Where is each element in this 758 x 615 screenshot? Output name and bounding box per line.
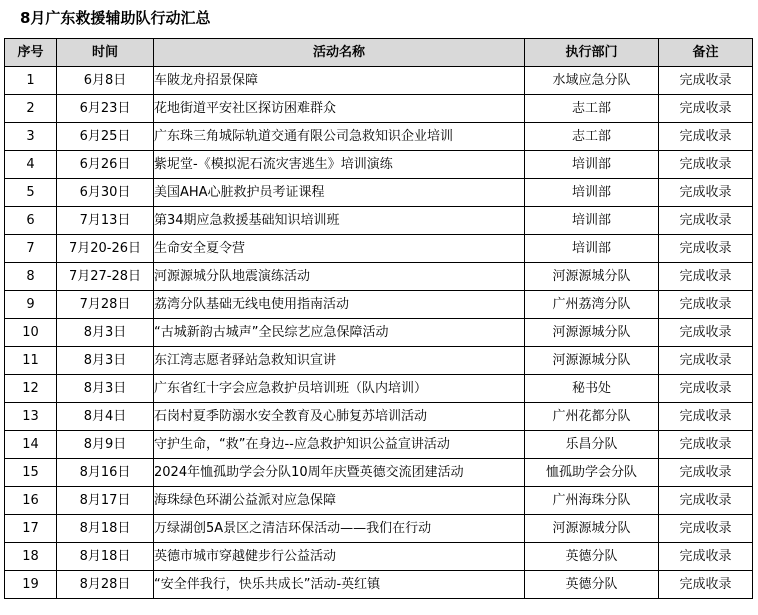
cell-department: 培训部 (525, 179, 659, 207)
cell-note: 完成收录 (659, 151, 753, 179)
cell-no: 1 (5, 67, 57, 95)
cell-note: 完成收录 (659, 67, 753, 95)
cell-no: 9 (5, 291, 57, 319)
cell-activity-name: 花地街道平安社区探访困难群众 (154, 95, 525, 123)
cell-activity-name: 紫坭堂-《模拟泥石流灾害逃生》培训演练 (154, 151, 525, 179)
cell-activity-name: 美国AHA心脏救护员考证课程 (154, 179, 525, 207)
cell-no: 8 (5, 263, 57, 291)
cell-date: 8月16日 (57, 459, 154, 487)
cell-activity-name: 东江湾志愿者驿站急救知识宣讲 (154, 347, 525, 375)
cell-no: 18 (5, 543, 57, 571)
cell-department: 广州花都分队 (525, 403, 659, 431)
table-body (5, 67, 753, 599)
cell-date: 7月28日 (57, 291, 154, 319)
table-header-row (5, 39, 753, 67)
table-row (5, 263, 753, 291)
activity-table (4, 38, 753, 599)
cell-no: 12 (5, 375, 57, 403)
cell-department: 广州海珠分队 (525, 487, 659, 515)
cell-activity-name: 第34期应急救援基础知识培训班 (154, 207, 525, 235)
cell-note: 完成收录 (659, 375, 753, 403)
table-row (5, 459, 753, 487)
table-row (5, 67, 753, 95)
cell-no: 11 (5, 347, 57, 375)
cell-no: 2 (5, 95, 57, 123)
cell-note: 完成收录 (659, 459, 753, 487)
cell-department: 河源源城分队 (525, 263, 659, 291)
header-date: 时间 (57, 39, 154, 67)
cell-note: 完成收录 (659, 347, 753, 375)
cell-note: 完成收录 (659, 571, 753, 599)
cell-note: 完成收录 (659, 207, 753, 235)
cell-date: 7月13日 (57, 207, 154, 235)
cell-no: 3 (5, 123, 57, 151)
cell-department: 秘书处 (525, 375, 659, 403)
cell-no: 4 (5, 151, 57, 179)
cell-no: 16 (5, 487, 57, 515)
cell-date: 6月30日 (57, 179, 154, 207)
cell-note: 完成收录 (659, 319, 753, 347)
cell-activity-name: 守护生命，“救”在身边--应急救护知识公益宣讲活动 (154, 431, 525, 459)
cell-note: 完成收录 (659, 403, 753, 431)
table-row (5, 347, 753, 375)
cell-department: 广州荔湾分队 (525, 291, 659, 319)
cell-department: 河源源城分队 (525, 347, 659, 375)
cell-note: 完成收录 (659, 235, 753, 263)
header-activity-name: 活动名称 (154, 39, 525, 67)
cell-activity-name: 石岗村夏季防溺水安全教育及心肺复苏培训活动 (154, 403, 525, 431)
cell-activity-name: 2024年恤孤助学会分队10周年庆暨英德交流团建活动 (154, 459, 525, 487)
cell-activity-name: “安全伴我行，快乐共成长”活动-英红镇 (154, 571, 525, 599)
table-row (5, 291, 753, 319)
cell-activity-name: 广东珠三角城际轨道交通有限公司急救知识企业培训 (154, 123, 525, 151)
cell-activity-name: 荔湾分队基础无线电使用指南活动 (154, 291, 525, 319)
cell-activity-name: 海珠绿色环湖公益派对应急保障 (154, 487, 525, 515)
table-row (5, 515, 753, 543)
cell-department: 河源源城分队 (525, 515, 659, 543)
cell-note: 完成收录 (659, 515, 753, 543)
cell-no: 17 (5, 515, 57, 543)
cell-date: 8月17日 (57, 487, 154, 515)
cell-department: 培训部 (525, 235, 659, 263)
table-row (5, 123, 753, 151)
table-row (5, 151, 753, 179)
cell-no: 15 (5, 459, 57, 487)
cell-date: 8月3日 (57, 347, 154, 375)
header-note: 备注 (659, 39, 753, 67)
table-row (5, 319, 753, 347)
cell-note: 完成收录 (659, 179, 753, 207)
cell-department: 水域应急分队 (525, 67, 659, 95)
cell-date: 8月28日 (57, 571, 154, 599)
cell-date: 6月23日 (57, 95, 154, 123)
cell-department: 培训部 (525, 207, 659, 235)
cell-department: 志工部 (525, 95, 659, 123)
cell-no: 10 (5, 319, 57, 347)
cell-date: 6月25日 (57, 123, 154, 151)
cell-note: 完成收录 (659, 431, 753, 459)
table-row (5, 207, 753, 235)
cell-note: 完成收录 (659, 543, 753, 571)
cell-date: 7月20-26日 (57, 235, 154, 263)
cell-no: 19 (5, 571, 57, 599)
cell-no: 13 (5, 403, 57, 431)
table-row (5, 431, 753, 459)
cell-department: 志工部 (525, 123, 659, 151)
cell-date: 6月26日 (57, 151, 154, 179)
cell-no: 5 (5, 179, 57, 207)
cell-date: 8月18日 (57, 515, 154, 543)
cell-note: 完成收录 (659, 291, 753, 319)
table-row (5, 95, 753, 123)
header-no: 序号 (5, 39, 57, 67)
table-row (5, 403, 753, 431)
cell-activity-name: 英德市城市穿越健步行公益活动 (154, 543, 525, 571)
cell-date: 6月8日 (57, 67, 154, 95)
cell-department: 河源源城分队 (525, 319, 659, 347)
table-row (5, 571, 753, 599)
cell-department: 英德分队 (525, 543, 659, 571)
cell-activity-name: 车陂龙舟招景保障 (154, 67, 525, 95)
cell-date: 8月18日 (57, 543, 154, 571)
cell-date: 8月9日 (57, 431, 154, 459)
cell-no: 14 (5, 431, 57, 459)
table-row (5, 235, 753, 263)
cell-no: 6 (5, 207, 57, 235)
cell-activity-name: 生命安全夏令营 (154, 235, 525, 263)
page-title: 8月广东救援辅助队行动汇总 (20, 9, 211, 27)
cell-department: 恤孤助学会分队 (525, 459, 659, 487)
cell-note: 完成收录 (659, 263, 753, 291)
cell-date: 8月3日 (57, 375, 154, 403)
cell-department: 英德分队 (525, 571, 659, 599)
table-row (5, 375, 753, 403)
cell-note: 完成收录 (659, 123, 753, 151)
cell-activity-name: 河源源城分队地震演练活动 (154, 263, 525, 291)
cell-activity-name: “古城新韵古城声”全民综艺应急保障活动 (154, 319, 525, 347)
cell-department: 乐昌分队 (525, 431, 659, 459)
cell-note: 完成收录 (659, 95, 753, 123)
cell-activity-name: 广东省红十字会应急救护员培训班（队内培训） (154, 375, 525, 403)
cell-date: 8月3日 (57, 319, 154, 347)
cell-date: 8月4日 (57, 403, 154, 431)
cell-date: 7月27-28日 (57, 263, 154, 291)
cell-no: 7 (5, 235, 57, 263)
cell-activity-name: 万绿湖创5A景区之清洁环保活动——我们在行动 (154, 515, 525, 543)
table-row (5, 179, 753, 207)
table-row (5, 543, 753, 571)
cell-department: 培训部 (525, 151, 659, 179)
table-row (5, 487, 753, 515)
header-department: 执行部门 (525, 39, 659, 67)
cell-note: 完成收录 (659, 487, 753, 515)
